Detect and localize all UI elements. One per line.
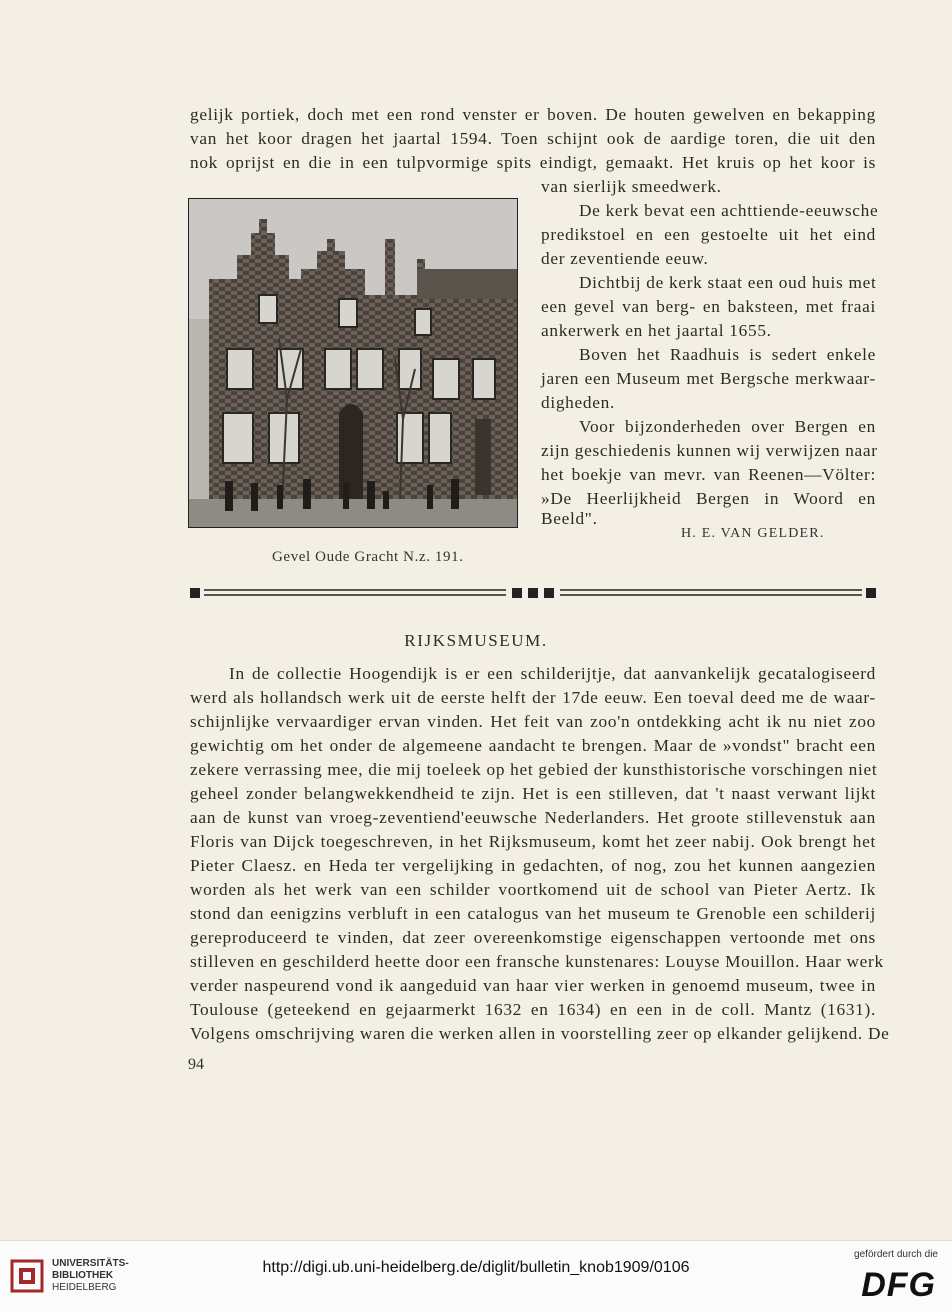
facade-photo: [188, 198, 518, 528]
dfg-logo[interactable]: DFG: [861, 1266, 936, 1304]
side-line-7: ankerwerk en het jaartal 1655.: [541, 321, 772, 340]
body-line-13: stilleven en geschilderd heette door een fransche kunstenares: Louyse Mouillon. Haar werk: [190, 952, 884, 971]
side-line-9: jaren een Museum met Bergsche merkwaar-: [541, 369, 876, 388]
body-line-4: gewichtig om het onder de algemeene aandacht te brengen. Maar de »vondst" bracht een: [190, 736, 876, 755]
side-line-14: »De Heerlijkheid Bergen in Woord en: [541, 489, 876, 508]
body-line-2: werd als hollandsch werk uit de eerste helft der 17de eeuw. Een toeval deed me de waar-: [190, 688, 876, 707]
side-line-5: Dichtbij de kerk staat een oud huis met: [579, 273, 877, 292]
body-line-14: verder naspeurend vond ik aangeduid van haar vier werken in genoemd museum, twee in: [190, 976, 876, 995]
facade-photo-image: [189, 199, 517, 527]
side-line-11: Voor bijzonderheden over Bergen en: [579, 417, 876, 436]
side-line-2: De kerk bevat een achttiende-eeuwsche: [579, 201, 879, 220]
side-line-1: van sierlijk smeedwerk.: [541, 177, 722, 196]
body-line-5: zekere verrassing mee, die mij toeleek op het gebied der kunsthistorische vorschingen niet: [190, 760, 878, 779]
side-line-8: Boven het Raadhuis is sedert enkele: [579, 345, 876, 364]
body-line-6: geheel zonder belangwekkendheid te zijn. Het is een stilleven, dat 't naast verwant lijkt: [190, 784, 876, 803]
top-line-2: van het koor dragen het jaartal 1594. Toen schijnt ook de aardige toren, die uit den: [190, 129, 876, 148]
page-number: 94: [188, 1056, 204, 1073]
library-line-2: BIBLIOTHEK: [52, 1270, 114, 1281]
body-line-3: schijnlijke vervaardiger ervan vinden. Het feit van zoo'n ontdekking acht ik nu niet zoo: [190, 712, 876, 731]
permalink-url[interactable]: http://digi.ub.uni-heidelberg.de/diglit/bulletin_knob1909/0106: [262, 1259, 690, 1276]
body-line-10: worden als het werk van een schilder voortkomend uit de school van Pieter Aertz. Ik: [190, 880, 876, 899]
funding-label: gefördert durch die: [854, 1249, 938, 1260]
side-line-15: Beeld".: [541, 509, 598, 528]
ornamental-divider: [190, 586, 876, 600]
body-line-15: Toulouse (geteekend en gejaarmerkt 1632 en 1634) en een in de coll. Mantz (1631).: [190, 1000, 876, 1019]
body-line-16: Volgens omschrijving waren die werken allen in voorstelling zeer op elkander gelijkend. De: [190, 1024, 890, 1043]
section-heading: RIJKSMUSEUM.: [404, 631, 548, 650]
top-line-1: gelijk portiek, doch met een rond venster er boven. De houten gewelven en bekapping: [190, 105, 876, 124]
side-line-4: der zeventiende eeuw.: [541, 249, 709, 268]
body-line-8: Floris van Dijck toegeschreven, in het Rijksmuseum, komt het zeer nabij. Ook brengt het: [190, 832, 876, 851]
library-line-1: UNIVERSITÄTS-: [52, 1258, 129, 1269]
side-line-6: een gevel van berg- en baksteen, met fraai: [541, 297, 876, 316]
side-line-3: predikstoel en een gestoelte uit het eind: [541, 225, 876, 244]
body-line-1: In de collectie Hoogendijk is er een schilderijtje, dat aanvankelijk gecatalogiseerd: [229, 664, 876, 683]
body-line-7: aan de kunst van vroeg-zeventiend'eeuwsche Nederlanders. Het groote stillevenstuk aan: [190, 808, 876, 827]
author-signature: H. E. VAN GELDER.: [681, 526, 825, 541]
body-line-9: Pieter Claesz. en Heda ter vergelijking in gedachten, of nog, zou het kunnen aangezien: [190, 856, 876, 875]
body-line-12: gereproduceerd te vinden, dat zeer overeenkomstige eigenschappen vertoonde met ons: [190, 928, 876, 947]
library-line-3: HEIDELBERG: [52, 1282, 117, 1293]
photo-caption: Gevel Oude Gracht N.z. 191.: [272, 549, 464, 565]
side-line-13: het boekje van mevr. van Reenen—Völter:: [541, 465, 876, 484]
top-line-3: nok oprijst en die in een tulpvormige spits eindigt, gemaakt. Het kruis op het koor is: [190, 153, 876, 172]
side-line-10: digheden.: [541, 393, 615, 412]
body-line-11: stond dan eenigzins verbluft in een catalogus van het museum te Grenoble een schilderij: [190, 904, 876, 923]
viewer-footer: [0, 1240, 952, 1312]
side-line-12: zijn geschiedenis kunnen wij verwijzen naar: [541, 441, 878, 460]
